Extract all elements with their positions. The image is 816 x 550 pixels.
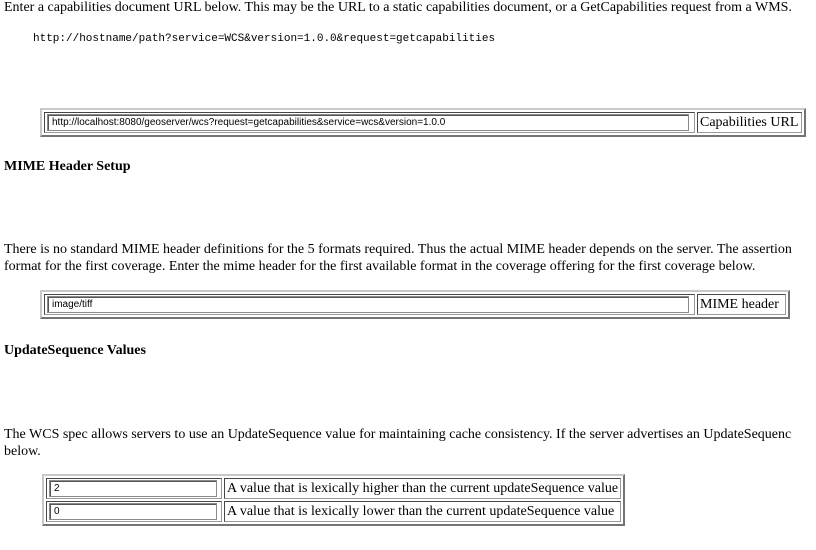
mime-header-label: MIME header	[697, 294, 786, 315]
mime-header-input[interactable]	[47, 296, 689, 313]
capabilities-url-input[interactable]	[47, 114, 689, 131]
update-sequence-lower-input[interactable]	[49, 503, 217, 520]
update-sequence-lower-label: A value that is lexically lower than the current updateSequence value	[224, 501, 621, 522]
example-url: http://hostname/path?service=WCS&version=1.0.0&request=getcapabilities	[33, 33, 496, 45]
capabilities-form	[40, 108, 806, 137]
update-sequence-form	[42, 474, 625, 526]
update-sequence-desc-line2: below.	[4, 444, 41, 459]
update-sequence-row	[46, 501, 621, 522]
mime-form	[40, 290, 790, 319]
mime-heading: MIME Header Setup	[4, 159, 131, 174]
update-sequence-desc-line1: The WCS spec allows servers to use an UpdateSequence value for maintaining cache consistency. If the server advertises an UpdateSequenc	[4, 427, 792, 442]
mime-desc-line1: There is no standard MIME header definitions for the 5 formats required. Thus the actual MIME header depends on the server. The assertion	[4, 242, 792, 257]
capabilities-url-label: Capabilities URL	[697, 112, 802, 133]
update-sequence-row	[46, 478, 621, 499]
mime-desc-line2: format for the first coverage. Enter the mime header for the first available format in the coverage offering for the first coverage below.	[4, 259, 756, 274]
update-sequence-higher-label: A value that is lexically higher than the current updateSequence value	[224, 478, 621, 499]
update-sequence-higher-input[interactable]	[49, 480, 217, 497]
intro-text: Enter a capabilities document URL below. This may be the URL to a static capabilities document, or a GetCapabilities request from a WMS.	[4, 0, 792, 15]
update-sequence-heading: UpdateSequence Values	[4, 343, 146, 358]
